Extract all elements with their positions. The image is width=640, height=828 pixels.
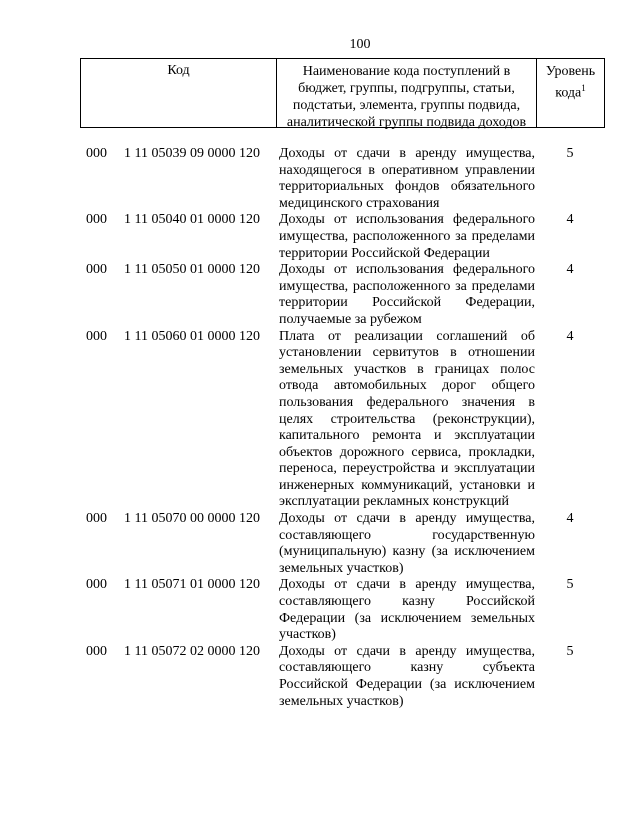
row-code: 1 11 05060 01 0000 120: [124, 328, 260, 344]
table-row: [80, 577, 605, 643]
row-level: 5: [566, 577, 574, 593]
row-name: Доходы от сдачи в аренду имущества, составляющего казну Российской Федерации (за исключением земельных участков): [279, 577, 535, 643]
page-number: 100: [349, 37, 371, 52]
row-type: 000: [86, 511, 107, 527]
table-row: [80, 262, 605, 328]
row-name: Плата от реализации соглашений об установлении сервитутов в отношении земельных участков в границах полос отвода автомобильных дорог общего пользования федерального значения в целях строительства (реконструкции), капитального ремонта и эксплуатации объектов дорожного сервиса, прокладки, переноса, переустройства и эксплуатации инженерных коммуникаций, установки и эксплуатации рекламных конструкций: [279, 328, 535, 510]
row-code: 1 11 05050 01 0000 120: [124, 262, 260, 278]
table-row: [80, 212, 605, 262]
header-code: Код: [81, 59, 277, 127]
table-row: [80, 146, 605, 212]
row-code: 1 11 05072 02 0000 120: [124, 643, 260, 659]
row-type: 000: [86, 643, 107, 659]
row-code: 1 11 05070 00 0000 120: [124, 511, 260, 527]
row-name: Доходы от сдачи в аренду имущества, находящегося в оперативном управлении территориальных фондов обязательного медицинского страхования: [279, 146, 535, 211]
header-name: Наименование кода поступлений в бюджет, группы, подгруппы, статьи, подстатьи, элемента, группы подвида, аналитической группы подвида доходов: [277, 59, 537, 127]
row-level: 4: [566, 262, 574, 278]
row-level: 5: [566, 146, 574, 161]
row-name: Доходы от использования федерального имущества, расположенного за пределами территории Российской Федерации: [279, 212, 535, 261]
row-type: 000: [86, 212, 107, 228]
row-code: 1 11 05039 09 0000 120: [124, 146, 260, 161]
table-body: [80, 146, 605, 710]
header-level-footnote: 1: [581, 83, 586, 93]
row-level: 4: [566, 212, 574, 228]
table-header: [80, 58, 605, 128]
row-name: Доходы от сдачи в аренду имущества, составляющего казну субъекта Российской Федерации (за исключением земельных участков): [279, 643, 535, 709]
table-row: [80, 644, 605, 710]
row-level: 5: [566, 643, 574, 659]
row-name: Доходы от использования федерального имущества, расположенного за пределами территории Российской Федерации, получаемые за рубежом: [279, 262, 535, 327]
row-name: Доходы от сдачи в аренду имущества, составляющего государственную (муниципальную) казну (за исключением земельных участков): [279, 511, 535, 576]
header-level-label: Уровень кода: [545, 64, 596, 101]
row-type: 000: [86, 328, 107, 344]
table-row: [80, 511, 605, 577]
row-code: 1 11 05040 01 0000 120: [124, 212, 260, 228]
table-row: [80, 329, 605, 512]
row-type: 000: [86, 262, 107, 278]
row-type: 000: [86, 146, 107, 161]
row-level: 4: [566, 328, 574, 344]
header-level: [537, 59, 604, 127]
row-code: 1 11 05071 01 0000 120: [124, 577, 260, 593]
row-type: 000: [86, 577, 107, 593]
row-level: 4: [566, 511, 574, 527]
